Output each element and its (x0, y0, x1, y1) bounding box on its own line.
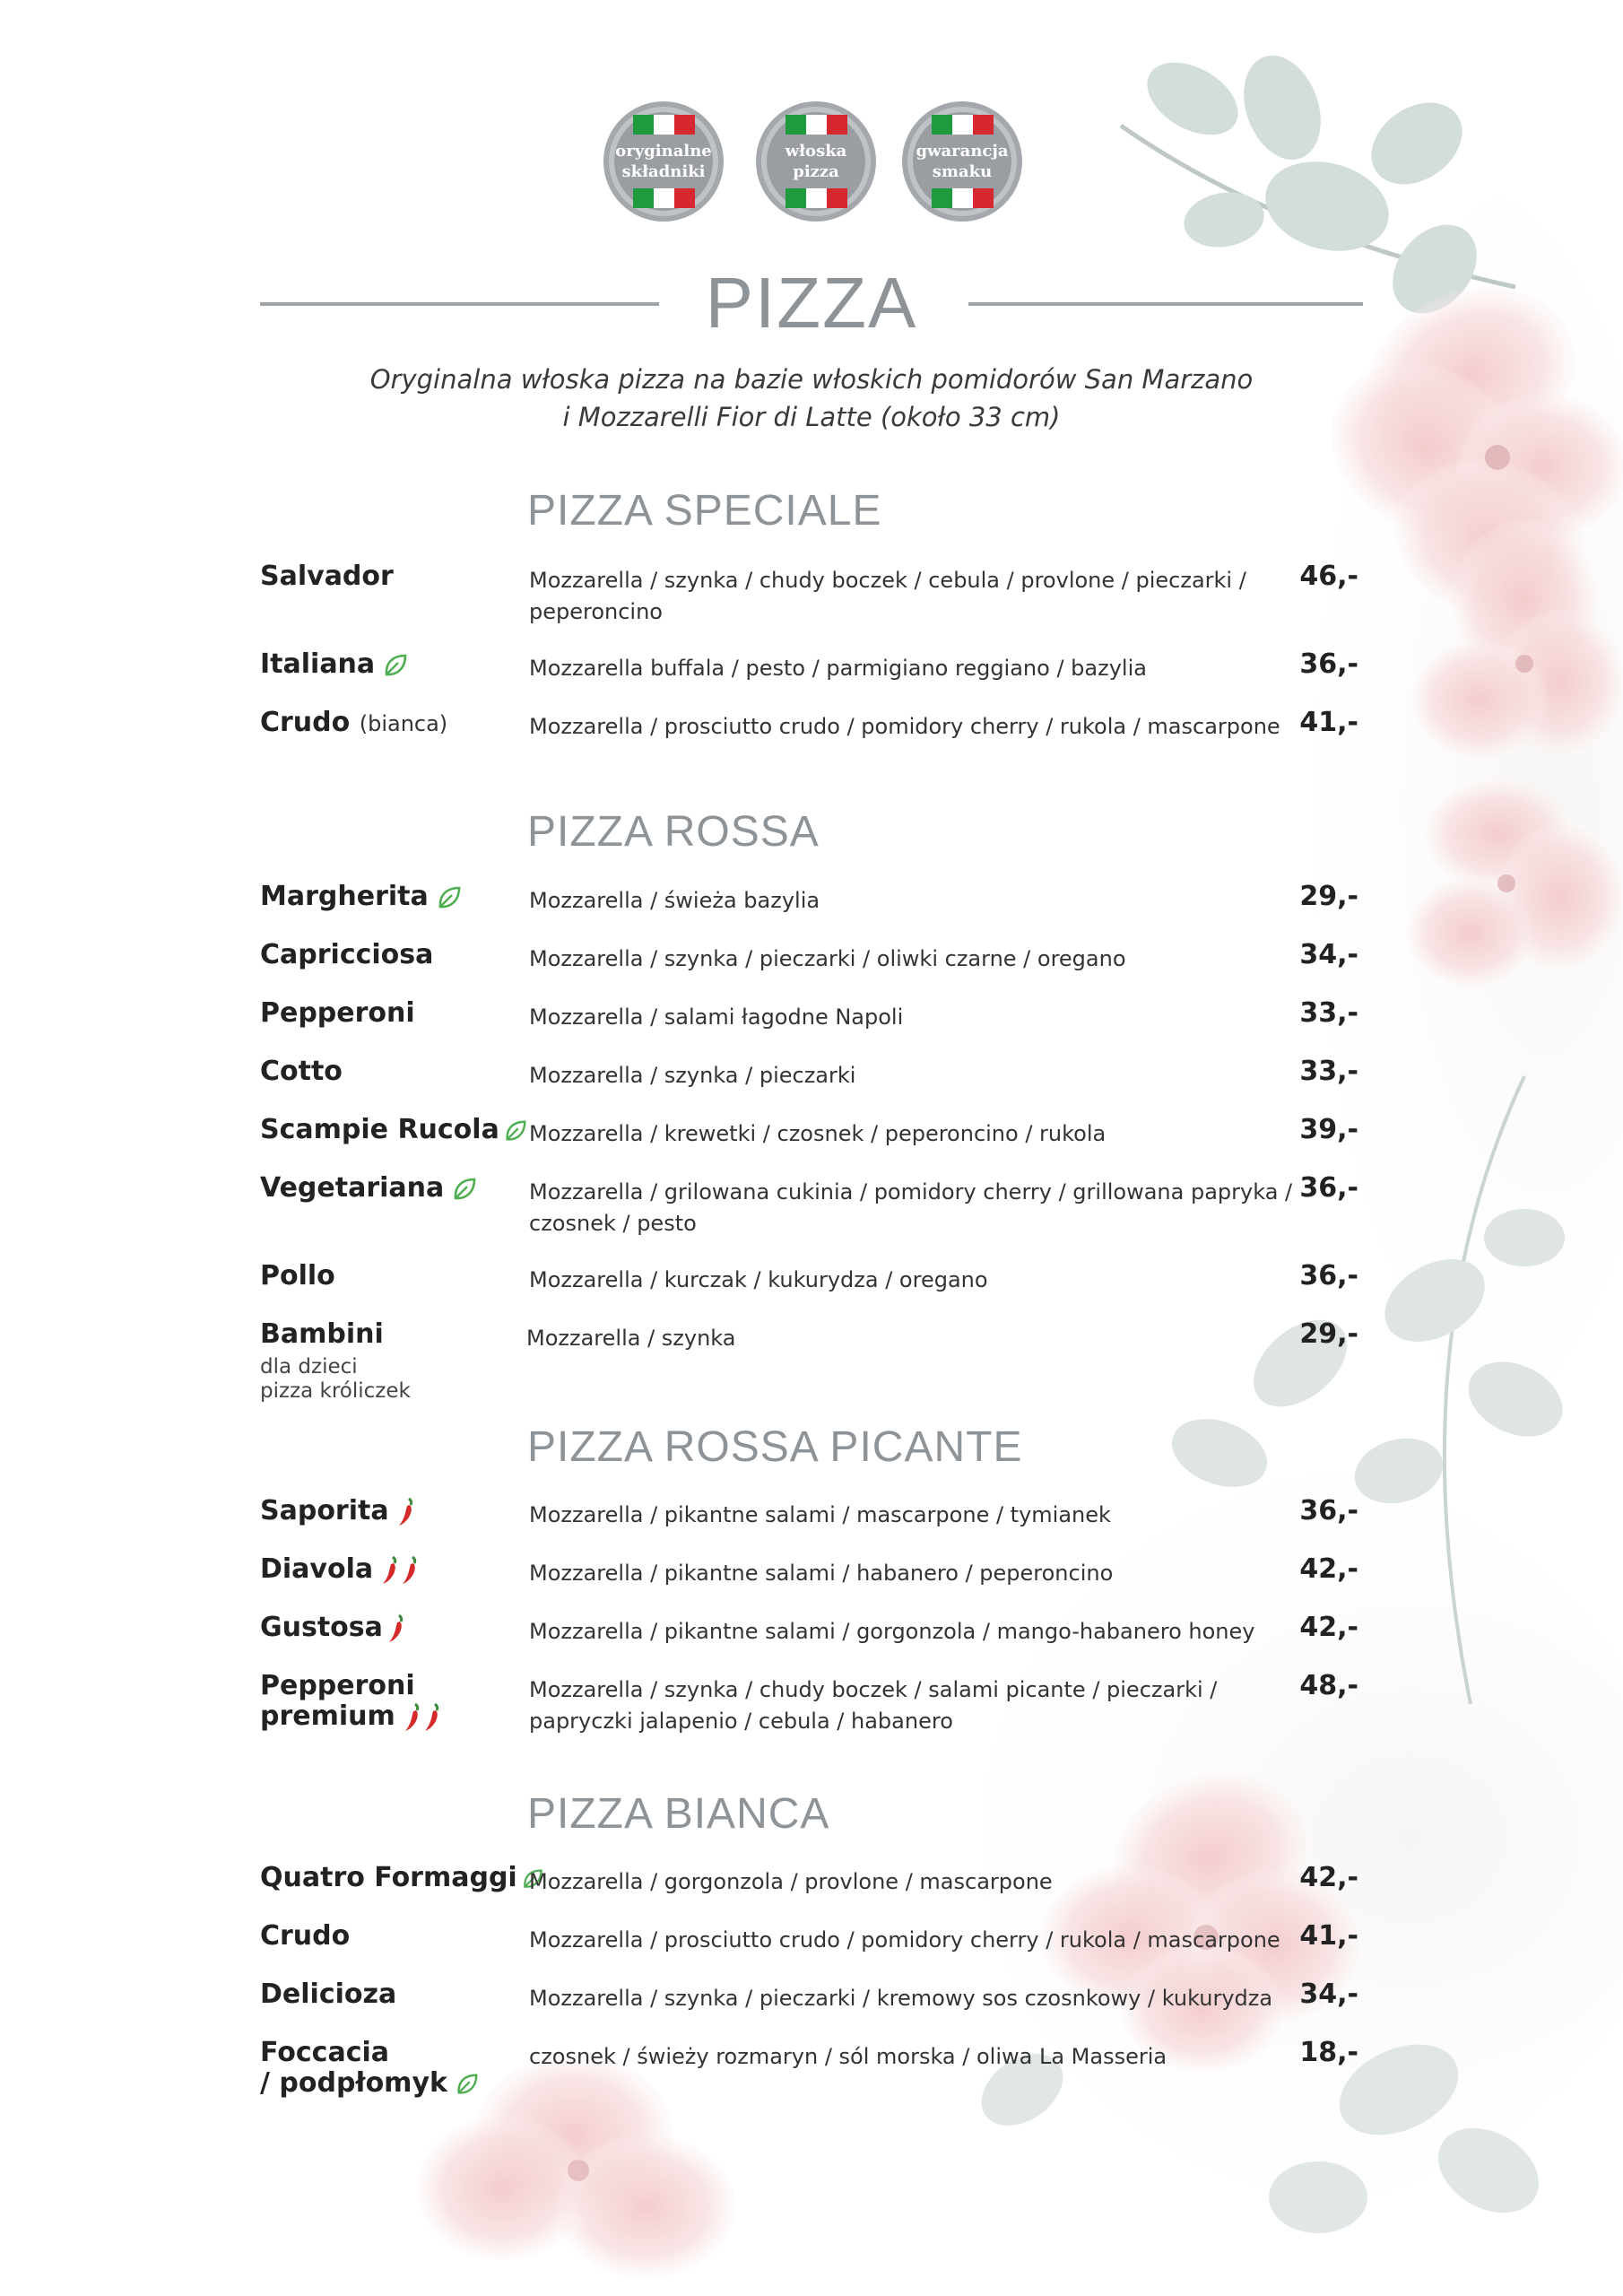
item-name (260, 1261, 529, 1292)
item-note: dla dzieci (260, 1355, 358, 1378)
leaf-icon (382, 652, 409, 679)
item-price: 41,- (1299, 1920, 1358, 1952)
item-description: Mozzarella / salami łagodne Napoli (529, 1004, 904, 1030)
chili-pepper-icon (386, 1613, 406, 1644)
item-price: 29,- (1299, 881, 1358, 912)
item-price: 33,- (1299, 1056, 1358, 1087)
item-name-text: Diavola (260, 1553, 374, 1585)
subtitle-line: Oryginalna włoska pizza na bazie włoskich pomidorów San Marzano (369, 364, 1254, 395)
item-name-text: Vegetariana (260, 1172, 445, 1204)
chili-pepper-icon (400, 1555, 420, 1586)
item-name (260, 1979, 529, 2010)
title-rule-left (260, 302, 659, 306)
item-name (260, 998, 529, 1029)
page-title: PIZZA (705, 263, 918, 343)
item-name (260, 882, 529, 912)
leaf-icon (451, 1176, 478, 1203)
item-price: 42,- (1299, 1862, 1358, 1893)
item-description: Mozzarella / pikantne salami / mascarpone / tymianek (529, 1502, 1111, 1527)
badge-line: smaku (932, 162, 993, 181)
item-description: Mozzarella / pikantne salami / gorgonzola / mango-habanero honey (529, 1619, 1255, 1644)
badge-line: składniki (621, 162, 706, 181)
item-description: Mozzarella / szynka / pieczarki / oliwki czarne / oregano (529, 946, 1126, 971)
item-name-text: Delicioza (260, 1979, 397, 2010)
item-name (260, 708, 529, 739)
leaf-icon (436, 884, 463, 911)
badge-line: gwarancja (916, 142, 1009, 161)
item-price: 33,- (1299, 997, 1358, 1029)
badge-original-ingredients (601, 99, 726, 224)
item-description: Mozzarella / szynka (526, 1326, 736, 1351)
item-description: Mozzarella / prosciutto crudo / pomidory cherry / rukola / mascarpone (529, 1927, 1280, 1952)
item-name (260, 1613, 529, 1644)
item-name-text: Pepperoni (260, 1670, 415, 1701)
item-name-text: Cotto (260, 1056, 343, 1087)
item-name (260, 1319, 529, 1404)
item-description: Mozzarella / świeża bazylia (529, 888, 820, 913)
item-name-text: Saporita (260, 1495, 389, 1526)
item-name-text: Crudo (260, 707, 351, 738)
item-name-text: Italiana (260, 648, 376, 680)
item-name (260, 1554, 529, 1586)
item-description: Mozzarella / szynka / pieczarki (529, 1063, 856, 1088)
leaf-icon (503, 1118, 528, 1144)
item-price: 29,- (1299, 1318, 1358, 1350)
page-subtitle (305, 361, 1318, 436)
item-name-text: Salvador (260, 561, 394, 592)
item-description: Mozzarella / szynka / chudy boczek / salami picante / pieczarki / papryczki jalapenio / cebula / habanero (529, 1677, 1218, 1734)
item-name-text: / podpłomyk (260, 2067, 447, 2099)
item-name-text: Crudo (260, 1920, 351, 1952)
chili-pepper-icon (396, 1497, 416, 1527)
leaf-icon (455, 2072, 480, 2097)
item-name-text: Margherita (260, 881, 429, 912)
item-price: 46,- (1299, 561, 1358, 592)
item-name (260, 649, 529, 680)
title-rule-right (968, 302, 1363, 306)
item-description: Mozzarella / pikantne salami / habanero / peperoncino (529, 1561, 1114, 1586)
item-name (260, 940, 529, 970)
item-description: czosnek / świeży rozmaryn / sól morska / oliwa La Masseria (529, 2044, 1167, 2069)
item-name (260, 1057, 529, 1087)
item-name-text: Capricciosa (260, 939, 434, 970)
item-description: Mozzarella / grilowana cukinia / pomidory cherry / grillowana papryka / czosnek / pesto (529, 1179, 1293, 1236)
chili-pepper-icon (403, 1702, 422, 1733)
item-description: Mozzarella / krewetki / czosnek / peperoncino / rukola (529, 1121, 1107, 1146)
item-price: 36,- (1299, 1260, 1358, 1292)
item-description: Mozzarella buffala / pesto / parmigiano reggiano / bazylia (529, 656, 1147, 681)
item-name (260, 1496, 529, 1527)
item-name-text: Quatro Formaggi (260, 1862, 517, 1893)
item-price: 34,- (1299, 1979, 1358, 2010)
item-name (260, 1671, 529, 1733)
subtitle-line: i Mozzarelli Fior di Latte (około 33 cm) (562, 402, 1061, 432)
item-price: 36,- (1299, 1495, 1358, 1526)
item-name-text: Pollo (260, 1260, 335, 1292)
item-price: 36,- (1299, 648, 1358, 680)
chili-pepper-icon (422, 1702, 442, 1733)
item-note: pizza króliczek (260, 1379, 411, 1403)
item-name (260, 1921, 529, 1952)
badge-taste-guarantee (899, 99, 1025, 224)
item-name-text: premium (260, 1700, 395, 1732)
item-description: Mozzarella / szynka / pieczarki / kremowy sos czosnkowy / kukurydza (529, 1986, 1273, 2011)
section-title-rossa-picante: PIZZA ROSSA PICANTE (527, 1423, 1023, 1471)
item-price: 39,- (1299, 1114, 1358, 1145)
item-price: 41,- (1299, 707, 1358, 738)
item-price: 42,- (1299, 1612, 1358, 1643)
item-name-text: Foccacia (260, 2037, 390, 2068)
item-name (260, 561, 529, 592)
chili-pepper-icon (380, 1555, 400, 1586)
item-price: 18,- (1299, 2037, 1358, 2068)
item-name-text: Gustosa (260, 1612, 383, 1643)
item-name-text: Pepperoni (260, 997, 415, 1029)
item-name (260, 1115, 529, 1145)
item-name (260, 1173, 529, 1204)
section-title-bianca: PIZZA BIANCA (527, 1790, 830, 1838)
item-price: 34,- (1299, 939, 1358, 970)
badge-italian-pizza (753, 99, 879, 224)
item-name-suffix: (bianca) (359, 711, 448, 736)
badge-line: włoska (785, 142, 847, 161)
item-price: 36,- (1299, 1172, 1358, 1204)
item-price: 42,- (1299, 1553, 1358, 1585)
item-name (260, 1863, 529, 1893)
item-name (260, 2038, 529, 2099)
section-title-speciale: PIZZA SPECIALE (527, 487, 882, 535)
item-description: Mozzarella / szynka / chudy boczek / cebula / provlone / pieczarki / peperoncino (529, 568, 1246, 624)
item-description: Mozzarella / gorgonzola / provlone / mascarpone (529, 1869, 1053, 1894)
item-name-text: Bambini (260, 1318, 384, 1350)
item-description: Mozzarella / prosciutto crudo / pomidory cherry / rukola / mascarpone (529, 714, 1280, 739)
section-title-rossa: PIZZA ROSSA (527, 808, 820, 856)
badge-line: oryginalne (615, 142, 712, 161)
badge-line: pizza (793, 162, 839, 181)
item-price: 48,- (1299, 1670, 1358, 1701)
item-name-text: Scampie Rucola (260, 1114, 499, 1145)
item-description: Mozzarella / kurczak / kukurydza / oregano (529, 1267, 988, 1292)
